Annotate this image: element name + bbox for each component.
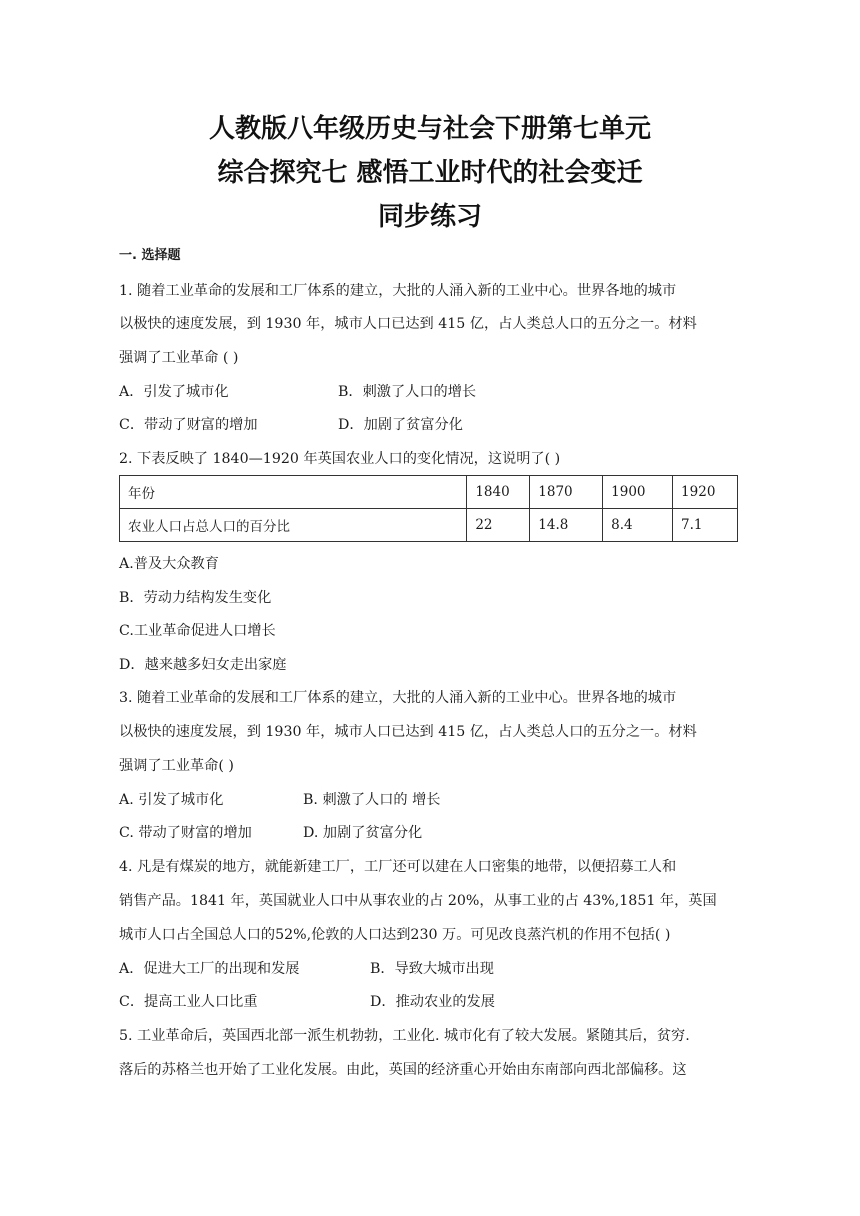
doc-title-line2: 综合探究七 感悟工业时代的社会变迁 <box>217 158 643 188</box>
q3-option-d: D. 加剧了贫富分化 <box>303 825 423 841</box>
q3-stem-line2: 以极快的速度发展，到 1930 年，城市人口已达到 415 亿，占人类总人口的五分之一。材料 <box>119 724 697 740</box>
q4-option-d: D．推动农业的发展 <box>370 994 495 1010</box>
q1-option-a: A．引发了城市化 <box>119 384 229 400</box>
table-cell: 农业人口占总人口的百分比 <box>120 509 467 542</box>
q1-stem-line3: 强调了工业革命 ( ) <box>119 350 239 366</box>
q3-stem-line1: 3. 随着工业革命的发展和工厂体系的建立，大批的人涌入新的工业中心。世界各地的城市 <box>119 690 677 706</box>
q3-option-a: A. 引发了城市化 <box>119 792 224 808</box>
q4-option-b: B．导致大城市出现 <box>370 961 494 977</box>
table-cell: 22 <box>467 509 530 542</box>
table-cell: 1840 <box>467 476 530 509</box>
q1-option-b: B．刺激了人口的增长 <box>338 384 477 400</box>
table-cell: 7.1 <box>673 509 738 542</box>
doc-title-line1: 人教版八年级历史与社会下册第七单元 <box>208 114 651 144</box>
q4-stem-line1: 4. 凡是有煤炭的地方，就能新建工厂，工厂还可以建在人口密集的地带，以便招募工人和 <box>119 859 677 875</box>
q5-stem-line2: 落后的苏格兰也开始了工业化发展。由此，英国的经济重心开始由东南部向西北部偏移。这 <box>119 1062 687 1078</box>
table-cell: 1870 <box>530 476 603 509</box>
table-cell: 1920 <box>673 476 738 509</box>
q3-option-b: B. 刺激了人口的 增长 <box>303 792 441 808</box>
q1-stem-line1: 1. 随着工业革命的发展和工厂体系的建立，大批的人涌入新的工业中心。世界各地的城市 <box>119 283 677 299</box>
q1-option-c: C．带动了财富的增加 <box>119 417 258 433</box>
q3-stem-line3: 强调了工业革命( ) <box>119 758 234 774</box>
table-cell: 14.8 <box>530 509 603 542</box>
q4-stem-line2: 销售产品。1841 年，英国就业人口中从事农业的占 20%，从事工业的占 43%,1851 年，英国 <box>119 893 717 909</box>
table-cell: 8.4 <box>603 509 673 542</box>
table-row <box>120 476 738 509</box>
q1-stem-line2: 以极快的速度发展，到 1930 年，城市人口已达到 415 亿，占人类总人口的五分之一。材料 <box>119 316 697 332</box>
doc-title-line3: 同步练习 <box>377 202 482 232</box>
q2-stem: 2. 下表反映了 1840—1920 年英国农业人口的变化情况，这说明了( ) <box>119 451 561 467</box>
q4-option-c: C．提高工业人口比重 <box>119 994 258 1010</box>
q1-option-d: D．加剧了贫富分化 <box>338 417 463 433</box>
section-heading: 一. 选择题 <box>119 248 181 263</box>
table-cell: 1900 <box>603 476 673 509</box>
q4-option-a: A．促进大工厂的出现和发展 <box>119 961 300 977</box>
q2-option-b: B．劳动力结构发生变化 <box>119 590 272 606</box>
q5-stem-line1: 5. 工业革命后，英国西北部一派生机勃勃，工业化. 城市化有了较大发展。紧随其后，贫穷. <box>119 1028 690 1044</box>
population-table <box>119 475 738 542</box>
q2-option-a: A.普及大众教育 <box>119 556 219 572</box>
q2-option-c: C.工业革命促进人口增长 <box>119 623 276 639</box>
table-cell: 年份 <box>120 476 467 509</box>
q4-stem-line3: 城市人口占全国总人口的52%,伦敦的人口达到230 万。可见改良蒸汽机的作用不包括( ) <box>119 927 671 943</box>
q3-option-c: C. 带动了财富的增加 <box>119 825 252 841</box>
table-row <box>120 509 738 542</box>
q2-option-d: D．越来越多妇女走出家庭 <box>119 657 287 673</box>
